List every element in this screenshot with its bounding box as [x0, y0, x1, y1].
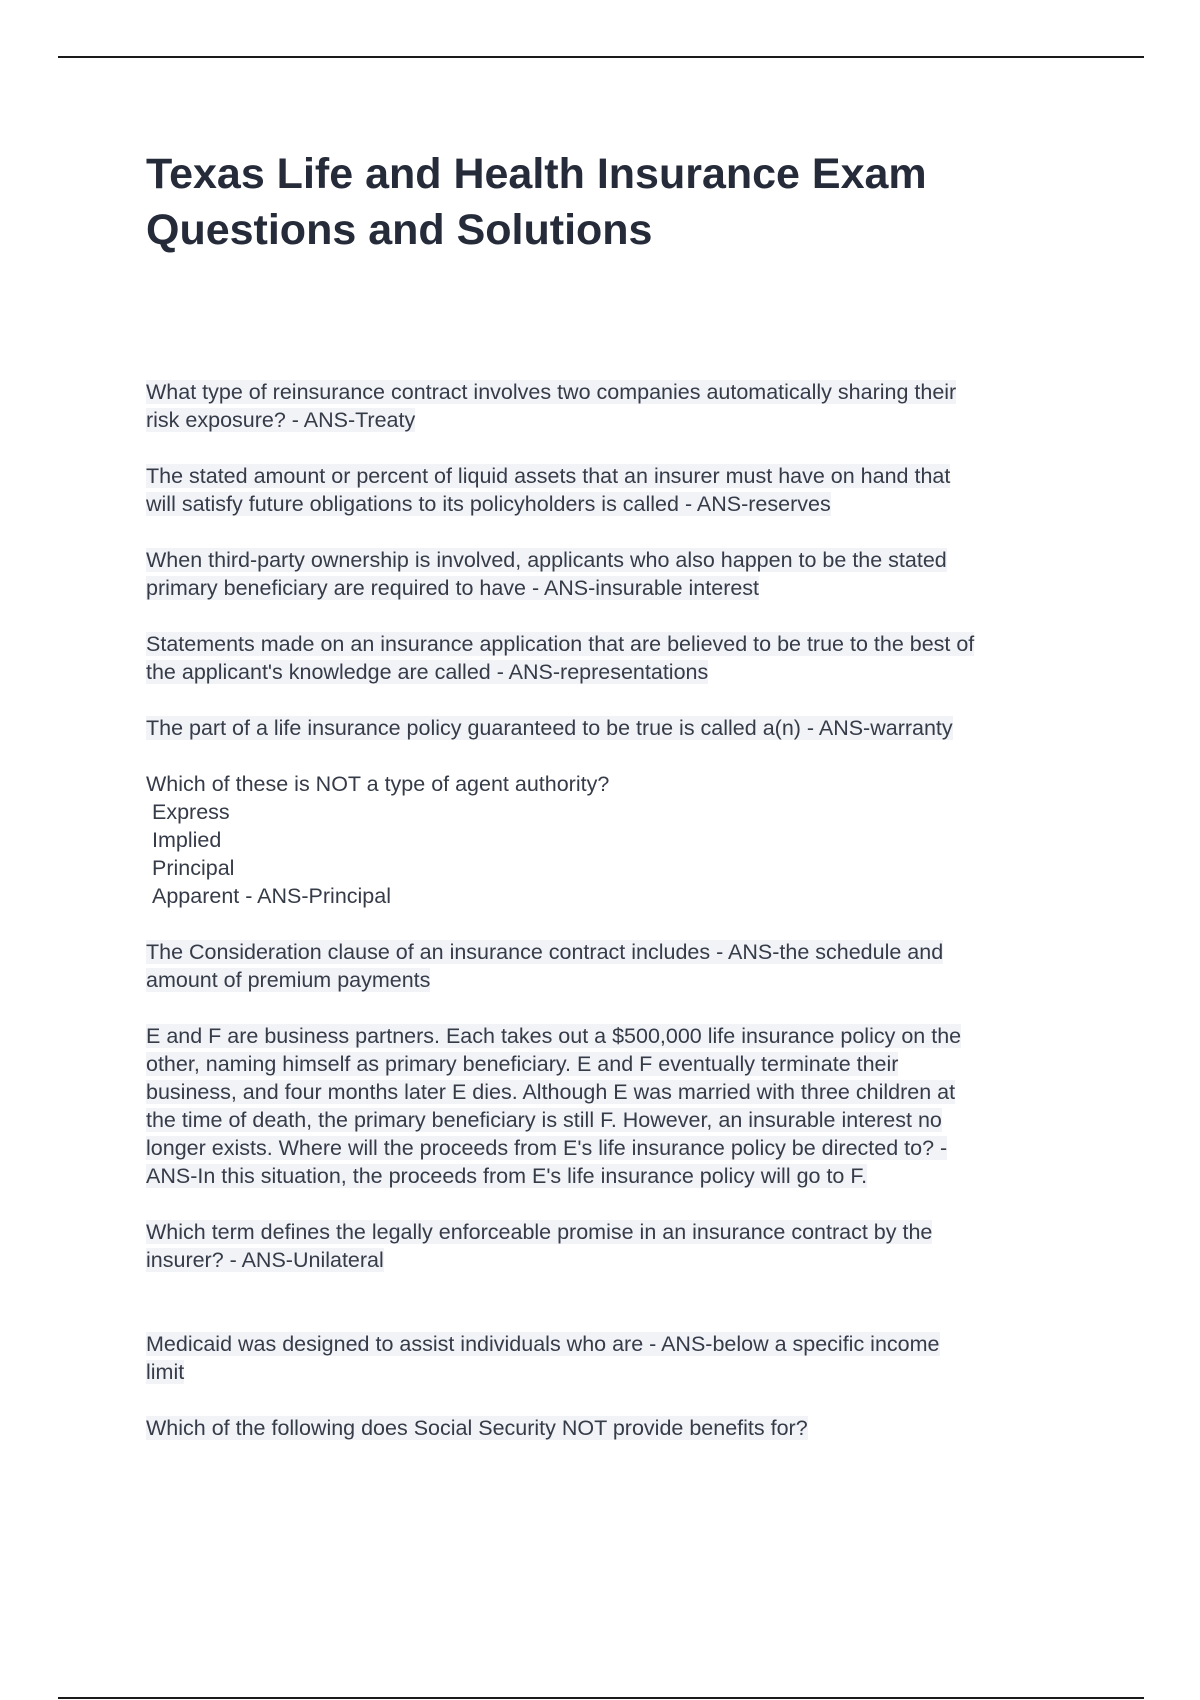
qa-item-unilateral [146, 1218, 1076, 1274]
qa-item-agent-authority [146, 770, 1076, 910]
qa-option: Express [152, 800, 230, 824]
qa-text: business, and four months later E dies. Although E was married with three children at [146, 1080, 956, 1104]
qa-text: Which of the following does Social Security NOT provide benefits for? [146, 1416, 808, 1440]
qa-text: will satisfy future obligations to its policyholders is called - ANS-reserves [146, 492, 831, 516]
qa-option: Principal [152, 856, 235, 880]
qa-item-business-partners [146, 1022, 1076, 1190]
qa-text: amount of premium payments [146, 968, 431, 992]
qa-text: Which term defines the legally enforceable promise in an insurance contract by the [146, 1220, 933, 1244]
qa-item-medicaid [146, 1330, 1076, 1386]
footer-rule [58, 1697, 1144, 1699]
qa-item-reserves [146, 462, 1076, 518]
qa-item-social-security [146, 1414, 1076, 1442]
qa-text: other, naming himself as primary beneficiary. E and F eventually terminate their [146, 1052, 899, 1076]
qa-item-reinsurance-treaty [146, 378, 1076, 434]
qa-text: The Consideration clause of an insurance contract includes - ANS-the schedule and [146, 940, 944, 964]
qa-text: When third-party ownership is involved, applicants who also happen to be the stated [146, 548, 947, 572]
header-rule [58, 56, 1144, 58]
qa-text: the time of death, the primary beneficiary is still F. However, an insurable interest no [146, 1108, 942, 1132]
qa-text: limit [146, 1360, 185, 1384]
document-title [146, 146, 1076, 258]
qa-option: Implied [152, 828, 222, 852]
qa-text: E and F are business partners. Each takes out a $500,000 life insurance policy on the [146, 1024, 962, 1048]
qa-option: Apparent - ANS-Principal [152, 884, 391, 908]
qa-text: Medicaid was designed to assist individuals who are - ANS-below a specific income [146, 1332, 940, 1356]
qa-item-warranty [146, 714, 1076, 742]
qa-text: What type of reinsurance contract involves two companies automatically sharing their [146, 380, 957, 404]
qa-list [146, 378, 1076, 1442]
qa-text: insurer? - ANS-Unilateral [146, 1248, 384, 1272]
qa-item-consideration-clause [146, 938, 1076, 994]
qa-text: primary beneficiary are required to have - ANS-insurable interest [146, 576, 760, 600]
qa-item-insurable-interest [146, 546, 1076, 602]
qa-text: risk exposure? - ANS-Treaty [146, 408, 416, 432]
qa-text: Statements made on an insurance application that are believed to be true to the best of [146, 632, 975, 656]
qa-text: The part of a life insurance policy guaranteed to be true is called a(n) - ANS-warranty [146, 716, 953, 740]
qa-item-representations [146, 630, 1076, 686]
qa-text: longer exists. Where will the proceeds from E's life insurance policy be directed to? - [146, 1136, 948, 1160]
qa-text: The stated amount or percent of liquid assets that an insurer must have on hand that [146, 464, 951, 488]
title-line-1: Texas Life and Health Insurance Exam [146, 150, 927, 198]
qa-text: ANS-In this situation, the proceeds from E's life insurance policy will go to F. [146, 1164, 868, 1188]
qa-text: the applicant's knowledge are called - ANS-representations [146, 660, 709, 684]
qa-question: Which of these is NOT a type of agent authority? [146, 772, 610, 796]
title-line-2: Questions and Solutions [146, 206, 653, 254]
document-body [146, 146, 1076, 1470]
